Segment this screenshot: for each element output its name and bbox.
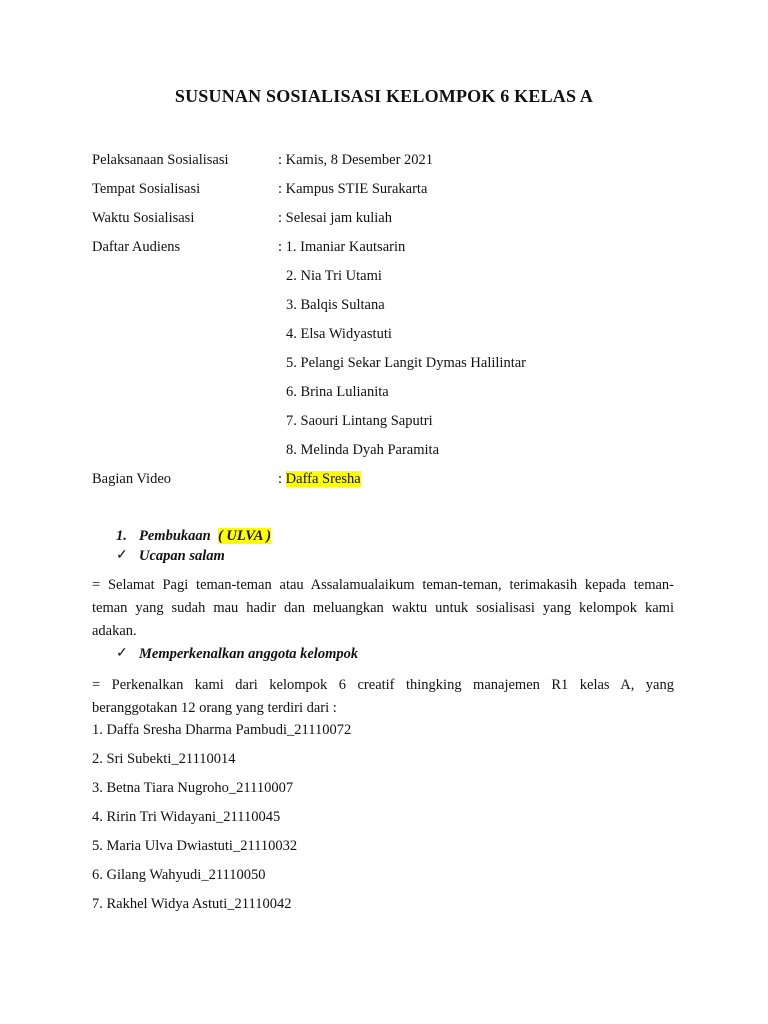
audiens-item: 2. Nia Tri Utami [286, 268, 382, 284]
checkmark-icon: ✓ [116, 646, 128, 661]
info-label-bagian-video: Bagian Video [92, 471, 171, 487]
member-item: 5. Maria Ulva Dwiastuti_21110032 [92, 838, 298, 854]
greeting-paragraph [92, 574, 674, 643]
member-item: 4. Ririn Tri Widayani_21110045 [92, 809, 281, 825]
intro-line: beranggotakan 12 orang yang terdiri dari : [92, 700, 337, 716]
info-value-bagian-video [278, 471, 361, 488]
greeting-line: teman yang sudah mau hadir dan meluangkan waktu untuk sosialisasi yang kelompok kami [92, 600, 674, 616]
info-value-tempat: : Kampus STIE Surakarta [278, 181, 428, 197]
info-label-tempat: Tempat Sosialisasi [92, 181, 201, 197]
audiens-item: 3. Balqis Sultana [286, 297, 385, 313]
greeting-line: = Selamat Pagi teman-teman atau Assalamualaikum teman-teman, terimakasih kepada teman- [92, 577, 674, 593]
bagian-video-name: Daffa Sresha [285, 471, 361, 487]
intro-paragraph [92, 674, 674, 720]
section-pic: ( ULVA ) [217, 528, 272, 544]
member-item: 3. Betna Tiara Nugroho_21110007 [92, 780, 294, 796]
member-item: 2. Sri Subekti_21110014 [92, 751, 236, 767]
info-value-audiens: : 1. Imaniar Kautsarin [278, 239, 406, 255]
info-label-waktu: Waktu Sosialisasi [92, 210, 195, 226]
member-item: 7. Rakhel Widya Astuti_21110042 [92, 896, 292, 912]
checkmark-icon: ✓ [116, 548, 128, 563]
section-heading [139, 528, 271, 545]
info-label-audiens: Daftar Audiens [92, 239, 181, 255]
section-title: Pembukaan [139, 528, 211, 544]
info-value-waktu: : Selesai jam kuliah [278, 210, 392, 226]
info-value-pelaksanaan: : Kamis, 8 Desember 2021 [278, 152, 434, 168]
audiens-item: 7. Saouri Lintang Saputri [286, 413, 433, 429]
audiens-item: 8. Melinda Dyah Paramita [286, 442, 440, 458]
audiens-item: 4. Elsa Widyastuti [286, 326, 392, 342]
audiens-item: 6. Brina Lulianita [286, 384, 389, 400]
intro-line: = Perkenalkan kami dari kelompok 6 creatif thingking manajemen R1 kelas A, yang [92, 677, 674, 693]
check-item-ucapan-salam: Ucapan salam [139, 548, 225, 564]
info-label-pelaksanaan: Pelaksanaan Sosialisasi [92, 152, 229, 168]
document-title: SUSUNAN SOSIALISASI KELOMPOK 6 KELAS A [174, 86, 594, 106]
member-item: 1. Daffa Sresha Dharma Pambudi_21110072 [92, 722, 352, 738]
section-number: 1. [116, 528, 127, 544]
greeting-line: adakan. [92, 623, 137, 639]
bagian-video-prefix: : [278, 471, 286, 487]
audiens-item: 5. Pelangi Sekar Langit Dymas Halilintar [286, 355, 527, 371]
member-item: 6. Gilang Wahyudi_21110050 [92, 867, 266, 883]
check-item-perkenalan: Memperkenalkan anggota kelompok [139, 646, 359, 662]
